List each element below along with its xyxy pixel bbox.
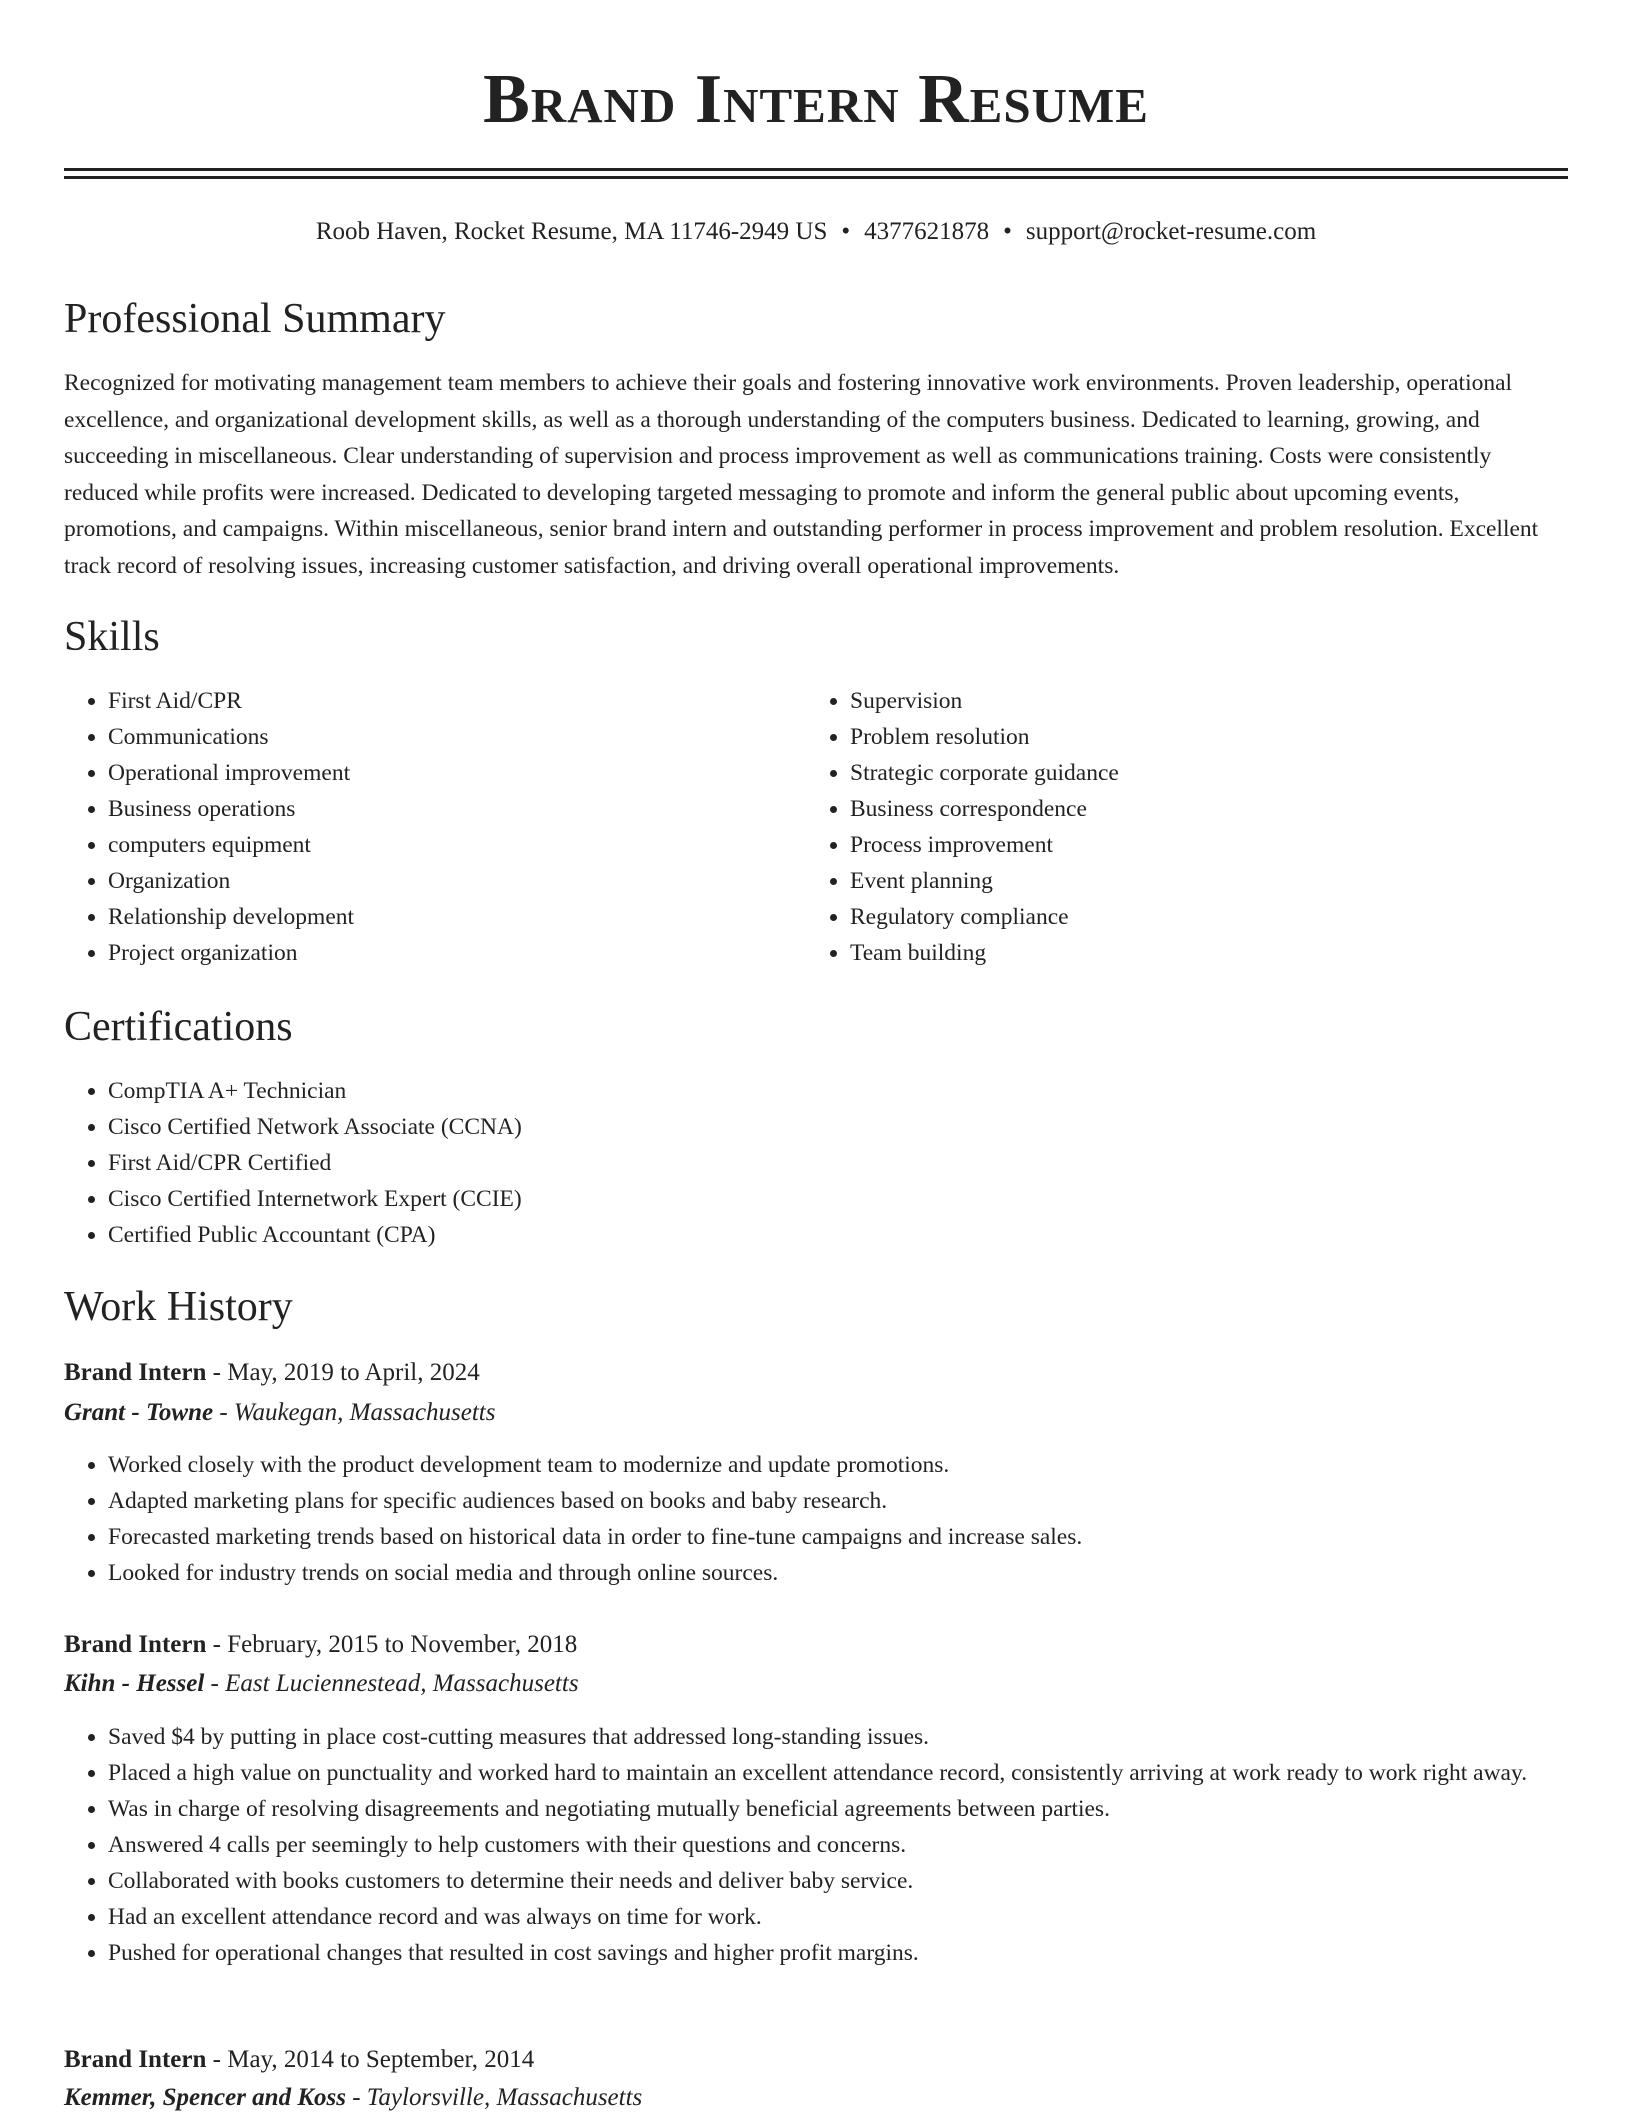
job-title-line — [64, 1627, 577, 1663]
skill-item: • Problem resolution — [850, 719, 1550, 755]
certifications-list — [64, 1073, 1608, 1253]
skill-item: • Event planning — [850, 863, 1550, 899]
skill-item: • Project organization — [108, 935, 808, 971]
job-bullet: • Was in charge of resolving disagreements and negotiating mutually beneficial agreements between parties. — [108, 1791, 1614, 1827]
resume-title: Brand Intern Resume — [483, 61, 1149, 138]
job-company: Kihn - Hessel — [64, 1670, 205, 1697]
skill-item: • Strategic corporate guidance — [850, 755, 1550, 791]
contact-address: Roob Haven, Rocket Resume, MA 11746-2949 US — [315, 218, 828, 245]
skill-item: • Communications — [108, 719, 808, 755]
job-location: - Waukegan, Massachusetts — [219, 1399, 496, 1426]
title-divider-thick — [64, 168, 1568, 171]
job-dates: - February, 2015 to November, 2018 — [212, 1631, 578, 1658]
job-company: Kemmer, Spencer and Koss — [64, 2084, 346, 2111]
contact-email: support@rocket-resume.com — [1025, 218, 1317, 245]
job-company-line — [64, 1666, 579, 1702]
skill-item: • Business correspondence — [850, 791, 1550, 827]
job-bullet: • Had an excellent attendance record and was always on time for work. — [108, 1899, 1614, 1935]
certification-item: • CompTIA A+ Technician — [108, 1073, 1608, 1109]
job-dates: - May, 2014 to September, 2014 — [212, 2046, 535, 2073]
job-bullet: • Looked for industry trends on social media and through online sources. — [108, 1555, 1614, 1591]
skill-item: • First Aid/CPR — [108, 683, 808, 719]
skill-item: • computers equipment — [108, 827, 808, 863]
contact-phone: 4377621878 — [864, 218, 990, 245]
certification-item: • Cisco Certified Internetwork Expert (CCIE) — [108, 1181, 1608, 1217]
summary-text: Recognized for motivating management team members to achieve their goals and fostering innovative work environments. Proven leadership, operational excellence, and organizational development skills, as well as a thorough understanding of the computers business. Dedicated to learning, growing, and succeeding in miscellaneous. Clear understanding of supervision and process improvement as well as communications training. Costs were consistently reduced while profits were increased. Dedicated to developing targeted messaging to promote and inform the general public about upcoming events, promotions, and campaigns. Within miscellaneous, senior brand intern and outstanding performer in process improvement and problem resolution. Excellent track record of resolving issues, increasing customer satisfaction, and driving overall operational improvements. — [64, 370, 1539, 579]
job-location: - East Luciennestead, Massachusetts — [210, 1670, 579, 1697]
job-company-line — [64, 2080, 642, 2112]
skill-item: • Operational improvement — [108, 755, 808, 791]
skill-item: • Team building — [850, 935, 1550, 971]
certification-item: • Cisco Certified Network Associate (CCNA) — [108, 1109, 1608, 1145]
skills-heading: Skills — [64, 614, 160, 660]
contact-separator: • — [1003, 218, 1012, 245]
certification-item: • First Aid/CPR Certified — [108, 1145, 1608, 1181]
work-history-heading: Work History — [64, 1284, 293, 1330]
job-bullet: • Placed a high value on punctuality and worked hard to maintain an excellent attendance record, consistently arriving at work ready to work right away. — [108, 1755, 1614, 1791]
job-bullet: • Pushed for operational changes that resulted in cost savings and higher profit margins. — [108, 1935, 1614, 1971]
skill-item: • Process improvement — [850, 827, 1550, 863]
job-company-line — [64, 1395, 495, 1431]
title-divider-thin — [64, 176, 1568, 179]
job-bullet: • Answered 4 calls per seemingly to help customers with their questions and concerns. — [108, 1827, 1614, 1863]
skills-list-right — [806, 683, 1550, 971]
job-title: Brand Intern — [64, 1359, 207, 1386]
skill-item: • Supervision — [850, 683, 1550, 719]
job-dates: - May, 2019 to April, 2024 — [212, 1359, 480, 1386]
job-title: Brand Intern — [64, 2046, 207, 2073]
job-title-line — [64, 2042, 534, 2078]
job-bullet: • Worked closely with the product development team to modernize and update promotions. — [108, 1447, 1614, 1483]
skill-item: • Relationship development — [108, 899, 808, 935]
skill-item: • Business operations — [108, 791, 808, 827]
contact-line — [0, 214, 1632, 250]
job-bullets — [64, 1447, 1614, 1591]
certification-item: • Certified Public Accountant (CPA) — [108, 1217, 1608, 1253]
certifications-heading: Certifications — [64, 1004, 293, 1050]
skills-list-left — [64, 683, 808, 971]
skill-item: • Organization — [108, 863, 808, 899]
summary-heading: Professional Summary — [64, 296, 446, 342]
skill-item: • Regulatory compliance — [850, 899, 1550, 935]
contact-separator: • — [841, 218, 851, 245]
job-bullet: • Forecasted marketing trends based on historical data in order to fine-tune campaigns and increase sales. — [108, 1519, 1614, 1555]
job-title-line — [64, 1355, 480, 1391]
job-location: - Taylorsville, Massachusetts — [352, 2084, 643, 2111]
job-bullet: • Collaborated with books customers to determine their needs and deliver baby service. — [108, 1863, 1614, 1899]
job-title: Brand Intern — [64, 1631, 207, 1658]
job-bullets — [64, 1719, 1614, 1971]
job-company: Grant - Towne — [64, 1399, 214, 1426]
job-bullet: • Adapted marketing plans for specific audiences based on books and baby research. — [108, 1483, 1614, 1519]
job-bullet: • Saved $4 by putting in place cost-cutting measures that addressed long-standing issues. — [108, 1719, 1614, 1755]
